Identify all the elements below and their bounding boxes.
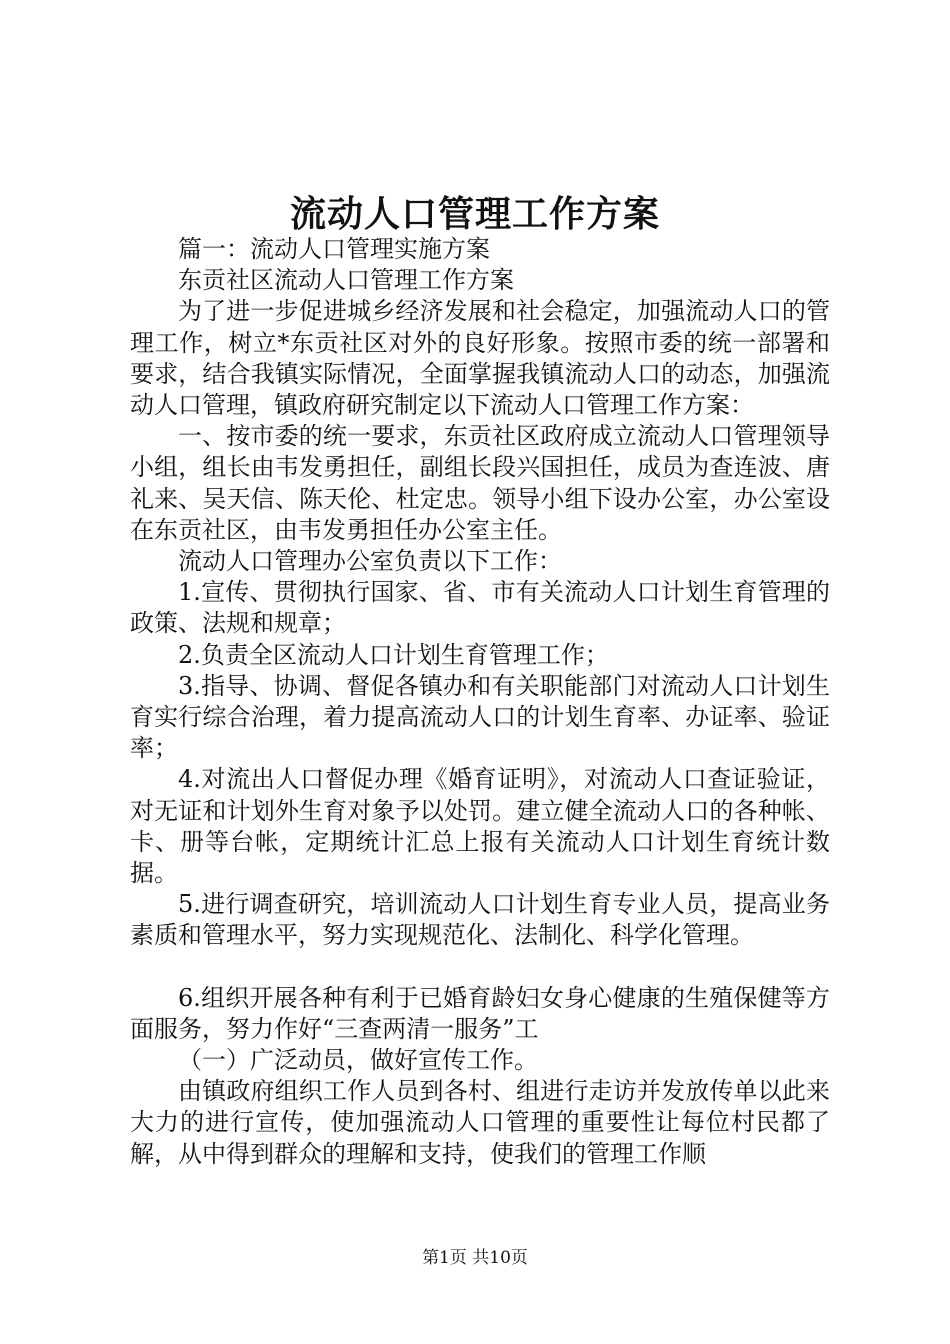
paragraph: 3.指导、协调、督促各镇办和有关职能部门对流动人口计划生育实行综合治理，着力提高流动人口的计划生育率、办证率、验证率； [130, 671, 830, 763]
paragraph: 2.负责全区流动人口计划生育管理工作； [178, 640, 609, 669]
paragraph: 1.宣传、贯彻执行国家、省、市有关流动人口计划生育管理的政策、法规和规章； [130, 578, 830, 638]
paragraph: 东贡社区流动人口管理工作方案 [178, 266, 514, 295]
paragraph: 5.进行调查研究，培训流动人口计划生育专业人员，提高业务素质和管理水平，努力实现规范化、法制化、科学化管理。 [130, 890, 830, 950]
paragraph: 流动人口管理办公室负责以下工作： [178, 547, 562, 576]
paragraph: （一）广泛动员，做好宣传工作。 [178, 1046, 538, 1075]
document-title: 流动人口管理工作方案 [289, 193, 660, 235]
paragraph: 为了进一步促进城乡经济发展和社会稳定，加强流动人口的管理工作，树立*东贡社区对外的良好形象。按照市委的统一部署和要求，结合我镇实际情况，全面掌握我镇流动人口的动态，加强流动人口管理，镇政府研究制定以下流动人口管理工作方案： [130, 297, 830, 420]
paragraph: 4.对流出人口督促办理《婚育证明》，对流动人口查证验证，对无证和计划外生育对象予以处罚。建立健全流动人口的各种帐、卡、册等台帐，定期统计汇总上报有关流动人口计划生育统计数据。 [130, 765, 830, 888]
page-number-footer: 第1页 共10页 [422, 1248, 528, 1268]
paragraph: 一、按市委的统一要求，东贡社区政府成立流动人口管理领导小组，组长由韦发勇担任，副组长段兴国担任，成员为查连波、唐礼来、吴天信、陈天伦、杜定忠。领导小组下设办公室，办公室设在东贡社区，由韦发勇担任办公室主任。 [130, 422, 830, 544]
paragraph: 6.组织开展各种有利于已婚育龄妇女身心健康的生殖保健等方面服务，努力作好“三查两清一服务”工 [130, 983, 830, 1043]
paragraph: 篇一：流动人口管理实施方案 [178, 235, 490, 263]
paragraph: 由镇政府组织工作人员到各村、组进行走访并发放传单以此来大力的进行宣传，使加强流动人口管理的重要性让每位村民都了解，从中得到群众的理解和支持，使我们的管理工作顺 [130, 1077, 830, 1168]
document-body [130, 234, 830, 1170]
